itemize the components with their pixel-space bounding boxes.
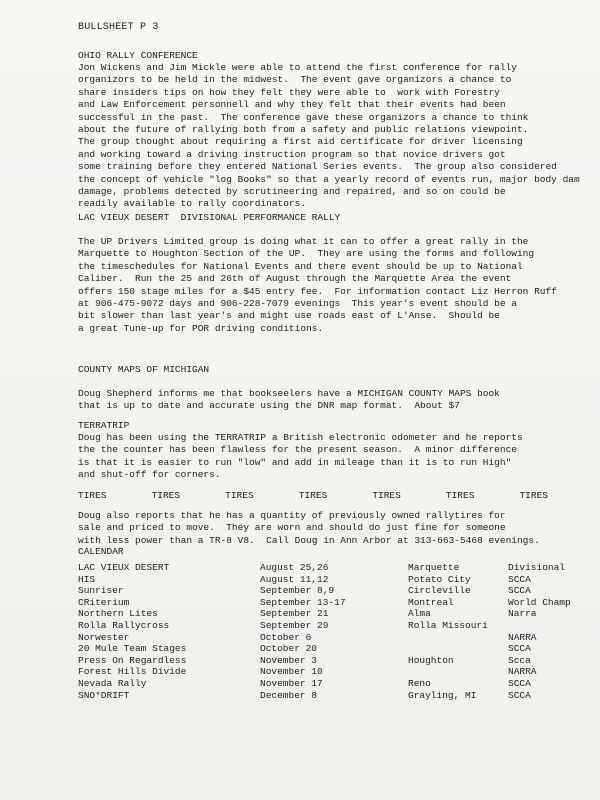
calendar-sanction: SCCA <box>508 689 531 701</box>
paragraph-line: the the counter has been flawless for the present season. A minor difference <box>78 444 517 456</box>
paragraph-line: with less power than a TR-8 V8. Call Doug in Ann Arbor at 313-663-5468 evenings. <box>78 534 540 546</box>
calendar-sanction: NARRA <box>508 631 537 643</box>
calendar-date: September 21 <box>260 608 329 620</box>
calendar-sanction: Scca <box>508 654 531 666</box>
calendar-sanction: World Champ <box>508 596 571 608</box>
calendar-sanction: SCCA <box>508 643 531 655</box>
calendar-row <box>78 562 598 574</box>
calendar-date: November 17 <box>260 677 323 689</box>
calendar-location <box>408 632 508 644</box>
calendar-event: SNO*DRIFT <box>78 689 130 701</box>
section-heading: TERRATRIP <box>78 420 130 431</box>
calendar-sanction: SCCA <box>508 585 531 597</box>
calendar-event: 20 Mule Team Stages <box>78 643 187 655</box>
calendar-row <box>78 574 598 586</box>
paragraph-line: the timeschedules for National Events and there event should be up to National <box>78 260 523 272</box>
paragraph-line: and Law Enforcement personnell and why they felt that their events had been <box>78 99 506 111</box>
paragraph-line: Doug also reports that he has a quantity of previously owned rallytires for <box>78 510 506 521</box>
calendar-location: Rolla Missouri <box>408 619 488 631</box>
calendar-location <box>408 643 508 655</box>
tires-word: TIRES <box>225 490 254 501</box>
calendar-sanction: Narra <box>508 608 537 620</box>
calendar-sanction: SCCA <box>508 677 531 689</box>
paragraph-line: The group thought about requiring a first aid certificate for driver licensing <box>78 136 523 148</box>
calendar-event: Press On Regardless <box>78 654 187 666</box>
paragraph-line: and shut-off for corners. <box>78 469 221 481</box>
paragraph-line: is that it is easier to run "low" and add in mileage than it is to run High" <box>78 456 512 468</box>
calendar-row <box>78 608 598 620</box>
paragraph-line: Doug Shepherd informs me that bookseelers have a MICHIGAN COUNTY MAPS book <box>78 388 500 399</box>
paragraph-line: Marquette to Houghton Section of the UP. They are using the forms and following <box>78 248 535 260</box>
calendar-event: Norwester <box>78 631 130 643</box>
calendar-date: September 13-17 <box>260 596 346 608</box>
tires-word: TIRES <box>372 490 401 501</box>
calendar-location: Alma <box>408 608 431 620</box>
calendar-location <box>408 666 508 678</box>
paragraph-line: and working toward a driving instruction program so that novice drivers got <box>78 148 506 160</box>
calendar-location: Circleville <box>408 585 471 597</box>
paragraph-line: that is up to date and accurate using the DNR map format. About $7 <box>78 400 460 412</box>
paragraph-line: share insiders tips on how they felt they were able to work with Forestry <box>78 86 500 98</box>
calendar-event: Rolla Rallycross <box>78 619 170 631</box>
paragraph-line: offers 150 stage miles for a $45 entry fee. For information contact Liz Herron Ruff <box>78 285 557 297</box>
calendar-row <box>78 585 598 597</box>
calendar-date: August 11,12 <box>260 573 329 585</box>
tires-word: TIRES <box>151 490 181 501</box>
paragraph-line: Doug has been using the TERRATRIP a British electronic odometer and he reports <box>78 432 523 443</box>
tires-word: TIRES <box>445 490 475 501</box>
calendar-row <box>78 690 598 702</box>
paragraph-line: successful in the past. The conference gave these organizors a chance to think <box>78 111 529 123</box>
paragraph-line: The UP Drivers Limited group is doing what it can to offer a great rally in the <box>78 236 529 247</box>
calendar-title: CALENDAR <box>78 546 124 557</box>
calendar-row <box>78 678 598 690</box>
calendar-location: Potato City <box>408 573 471 585</box>
calendar-date: December 8 <box>260 689 318 701</box>
calendar-row <box>78 632 598 644</box>
calendar-row <box>78 666 598 678</box>
calendar-event: CRiterium <box>78 596 130 608</box>
calendar-date: October 20 <box>260 643 318 655</box>
section-terratrip <box>78 420 598 482</box>
tires-row <box>78 490 548 501</box>
calendar-date: November 3 <box>260 654 318 666</box>
calendar-row <box>78 655 598 667</box>
calendar-row <box>78 597 598 609</box>
calendar-date: October 6 <box>260 631 312 643</box>
section-tires <box>78 510 598 547</box>
paragraph-line: readily available to rally coordinators. <box>78 198 307 210</box>
calendar-sanction <box>508 620 598 632</box>
calendar-location: Reno <box>408 677 431 689</box>
calendar-date: September 8,9 <box>260 585 335 597</box>
paragraph-line: about the future of rallying both from a safety and public relations viewpoint. <box>78 124 529 136</box>
calendar-sanction: SCCA <box>508 573 531 585</box>
paragraph-line: a great Tune-up for POR driving conditions. <box>78 322 324 334</box>
section-heading: COUNTY MAPS OF MICHIGAN <box>78 364 210 375</box>
calendar-event: HIS <box>78 573 96 585</box>
paragraph-line: Caliber. Run the 25 and 26th of August through the Marquette Area the event <box>78 273 512 285</box>
calendar-location: Montreal <box>408 596 454 608</box>
paragraph-line: sale and priced to move. They are worn and should do just fine for someone <box>78 522 506 534</box>
calendar-location: Marquette <box>408 562 460 573</box>
paragraph-line: the concept of vehicle "log Books" so that a yearly record of events run, major body dam <box>78 173 580 185</box>
calendar-event: Forest Hills Divide <box>78 666 187 678</box>
calendar-sanction: Divisional <box>508 562 566 573</box>
paragraph-line: damage, problems detected by scrutineering and repaired, and so on could be <box>78 186 506 198</box>
calendar-sanction: NARRA <box>508 666 537 678</box>
calendar-location: Grayling, MI <box>408 689 477 701</box>
paragraph-line: at 906-475-9072 days and 906-228-7079 evenings This year's event should be a <box>78 298 517 310</box>
section-ohio-rally-conference <box>78 50 598 211</box>
calendar-row <box>78 643 598 655</box>
section-heading: LAC VIEUX DESERT DIVISIONAL PERFORMANCE RALLY <box>78 212 341 223</box>
section-county-maps <box>78 364 598 413</box>
calendar-date: August 25,26 <box>260 562 329 573</box>
paragraph-line: some training before they entered National Series events. The group also considered <box>78 161 557 173</box>
calendar-table <box>78 562 598 701</box>
calendar-date: September 29 <box>260 619 329 631</box>
calendar-location: Houghton <box>408 654 454 666</box>
section-heading: OHIO RALLY CONFERENCE <box>78 50 198 61</box>
calendar-date: November 10 <box>260 666 323 678</box>
calendar-event: Northern Lites <box>78 608 158 620</box>
calendar-row <box>78 620 598 632</box>
calendar-event: Nevada Rally <box>78 677 147 689</box>
paragraph-line: organizors to be held in the midwest. The event gave organizors a chance to <box>78 74 512 86</box>
page-header: BULLSHEET P 3 <box>78 22 159 33</box>
calendar-event: LAC VIEUX DESERT <box>78 562 170 573</box>
tires-word: TIRES <box>519 490 548 501</box>
section-lac-vieux-desert <box>78 212 598 335</box>
tires-word: TIRES <box>298 490 328 501</box>
calendar-section <box>78 546 598 701</box>
paragraph-line: Jon Wickens and Jim Mickle were able to attend the first conference for rally <box>78 62 517 73</box>
paragraph-line: bit slower than last year's and might use roads east of L'Anse. Should be <box>78 310 500 322</box>
calendar-event: Sunriser <box>78 585 124 597</box>
tires-word: TIRES <box>78 490 107 501</box>
